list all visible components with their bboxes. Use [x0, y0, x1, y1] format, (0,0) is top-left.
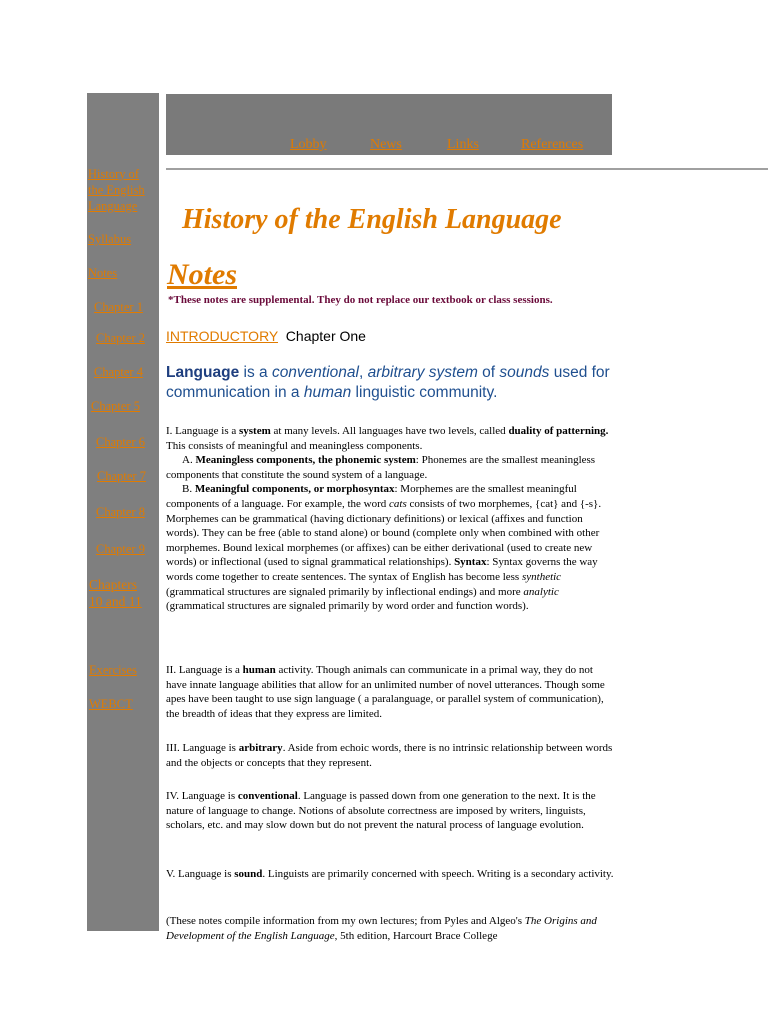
- def-conventional: conventional: [271, 364, 359, 381]
- text-run: : Morphemes are the smallest meaningful components of a language. For example, the word: [166, 483, 577, 510]
- horizontal-rule: [166, 168, 768, 170]
- text-run: IV. Language is: [166, 790, 238, 802]
- sidebar-item-chapter-1[interactable]: Chapter 1: [94, 300, 143, 314]
- term-human: human: [242, 664, 276, 676]
- sidebar-item-chapter-2[interactable]: Chapter 2: [96, 331, 145, 345]
- sidebar-item-webct[interactable]: WEBCT: [89, 697, 133, 711]
- section-2-text: [166, 663, 616, 721]
- section-1a-text: [166, 453, 616, 482]
- page-title: History of the English Language: [182, 204, 562, 235]
- top-nav-bar: [166, 94, 612, 155]
- text-run: , 5th edition, Harcourt Brace College: [334, 929, 498, 942]
- sidebar-item-exercises[interactable]: Exercises: [89, 663, 137, 677]
- sidebar-item-chapter-9[interactable]: Chapter 9: [96, 542, 145, 556]
- term-synthetic: synthetic: [521, 570, 562, 583]
- section-3: [166, 741, 616, 770]
- term-analytic: analytic: [523, 585, 559, 598]
- sidebar-item-chapter-6[interactable]: Chapter 6: [96, 435, 145, 449]
- notes-heading: Notes: [167, 258, 237, 291]
- text-run: at many levels. All languages have two levels, called: [270, 425, 509, 437]
- text-run: A.: [182, 454, 196, 467]
- sidebar-item-notes[interactable]: Notes: [88, 266, 118, 280]
- def-text: linguistic community.: [351, 384, 498, 401]
- nav-links[interactable]: Links: [447, 137, 479, 152]
- term-arbitrary: arbitrary: [238, 742, 283, 754]
- text-run: II. Language is a: [166, 664, 243, 676]
- sidebar-item-syllabus[interactable]: Syllabus: [88, 232, 132, 246]
- section-1-text: [166, 424, 616, 453]
- term-phonemic: Meaningless components, the phonemic system: [195, 454, 416, 467]
- text-run: This consists of meaningful and meaningless components.: [166, 439, 423, 452]
- introductory-link[interactable]: INTRODUCTORY: [166, 328, 279, 344]
- def-text: of: [477, 364, 500, 381]
- term-syntax: Syntax: [454, 556, 487, 569]
- source-note: [166, 914, 616, 943]
- text-run: I. Language is a: [166, 425, 239, 437]
- text-run: . Language is passed down from one generation to the next. It is the nature of language to change. Notions of absolute correctness are imposed by writers, linguists, scholars, etc. and may slow down but do not prevent the natural process of language evolution.: [166, 790, 596, 832]
- text-run: : Phonemes are the smallest meaningless components that constitute the sound system of a language.: [166, 454, 596, 481]
- def-sounds: sounds: [499, 364, 550, 381]
- section-1: [166, 424, 616, 614]
- term-conventional: conventional: [237, 790, 298, 802]
- section-5: [166, 867, 616, 882]
- def-text: ,: [358, 364, 368, 381]
- term-sound: sound: [234, 868, 263, 880]
- nav-lobby[interactable]: Lobby: [290, 137, 327, 152]
- term-cats: cats: [389, 497, 407, 510]
- language-definition: [166, 363, 616, 403]
- sidebar-item-chapters-10-11[interactable]: Chapters 10 and 11: [89, 577, 142, 609]
- section-4: [166, 789, 616, 833]
- section-3-text: [166, 741, 616, 770]
- section-1b-text: [166, 482, 616, 613]
- nav-references[interactable]: References: [521, 137, 584, 152]
- def-text: used for communication in a: [166, 364, 610, 401]
- section-2: [166, 663, 616, 721]
- text-run: consists of two morphemes, {cat} and {-s}. Morphemes can be grammatical (having dictionary definitions) or lexical (affixes and function words). They can be free (able to stand alone) or bound (complete only when combined with other morphemes. Bound lexical morphemes (or affixes) can be either derivational (used to create new words) or inflectional (used to signal grammatical relationships).: [166, 497, 602, 569]
- term-morphosyntax: Meaningful components, or morphosyntax: [194, 483, 395, 496]
- disclaimer-text: *These notes are supplemental. They do not replace our textbook or class sessions.: [168, 294, 553, 306]
- section-5-text: [166, 867, 616, 882]
- text-run: B.: [182, 483, 195, 496]
- def-text: is a: [239, 364, 272, 381]
- section-4-text: [166, 789, 616, 833]
- text-run: (grammatical structures are signaled primarily by inflectional endings) and more: [166, 585, 524, 598]
- text-run: (grammatical structures are signaled primarily by word order and function words).: [166, 600, 529, 613]
- def-term: Language: [166, 364, 240, 381]
- text-run: activity. Though animals can communicate in a primal way, they do not have innate language abilities that allow for an unlimited number of novel utterances. Though some apes have been taught to use sign language ( a paralanguage, or parallel system of communication), the breadth of ideas that they express are limited.: [166, 664, 605, 720]
- text-run: III. Language is: [166, 742, 239, 754]
- text-run: . Linguists are primarily concerned with speech. Writing is a secondary activity.: [262, 868, 614, 880]
- term-duality: duality of patterning.: [508, 425, 609, 437]
- sidebar-item-chapter-7[interactable]: Chapter 7: [97, 469, 146, 483]
- source-note-text: [166, 914, 616, 943]
- text-run: : Syntax governs the way words come together to create sentences. The syntax of English has become less: [166, 556, 598, 583]
- term-system: system: [239, 425, 271, 437]
- book-title: The Origins and Development of the English Language: [166, 915, 597, 942]
- def-human: human: [303, 384, 352, 401]
- intro-line: [166, 328, 366, 344]
- sidebar-item-chapter-8[interactable]: Chapter 8: [96, 505, 145, 519]
- intro-chapter-label: Chapter One: [278, 328, 366, 344]
- text-run: V. Language is: [166, 868, 235, 880]
- sidebar-item-chapter-4[interactable]: Chapter 4: [94, 365, 143, 379]
- text-run: . Aside from echoic words, there is no intrinsic relationship between words and the objects or concepts that they represent.: [166, 742, 613, 769]
- sidebar-item-history[interactable]: History of the English Language: [88, 167, 145, 213]
- def-arbitrary: arbitrary system: [367, 364, 478, 381]
- nav-news[interactable]: News: [370, 137, 402, 152]
- sidebar-item-chapter-5[interactable]: Chapter 5: [91, 399, 140, 413]
- text-run: (These notes compile information from my own lectures; from Pyles and Algeo's: [166, 915, 525, 927]
